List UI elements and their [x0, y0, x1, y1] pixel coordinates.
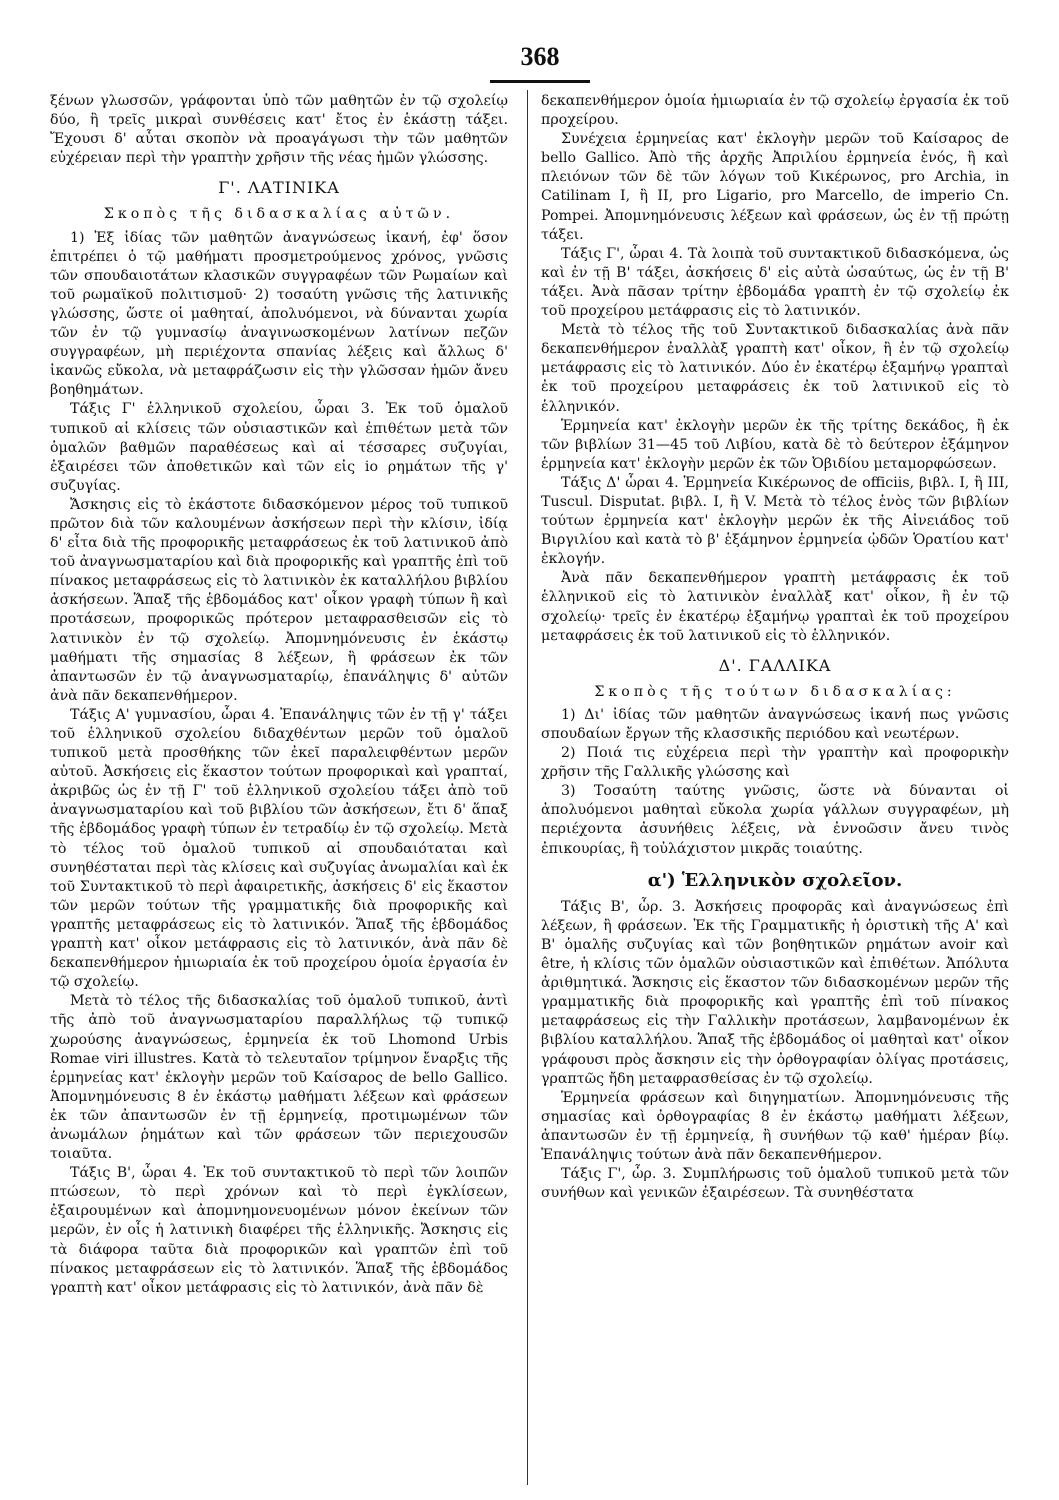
paragraph: Τάξις Γ' ἑλληνικοῦ σχολείου, ὧραι 3. Ἐκ τοῦ ὁμαλοῦ τυπικοῦ αἱ κλίσεις τῶν οὐσιαστικῶν καὶ ἐπιθέτων μετὰ τῶν ὁμαλῶν βαθμῶν παραθέσεως καὶ αἱ τέσσαρες συζυγίαι, ἐξαιρέσει τῶν ἀποθετικῶν καὶ τῶν εἰς io ρημάτων τῆς γ' συζυγίας.: [50, 401, 508, 494]
paragraph: Τάξις Β', ὧρ. 3. Ἀσκήσεις προφορᾶς καὶ ἀναγνώσεως ἐπὶ λέξεων, ἢ φράσεων. Ἐκ τῆς Γραμματικῆς ἡ ὁριστικὴ τῆς Α' καὶ Β' ὁμαλῆς συζυγίας καὶ τῶν βοηθητικῶν ρημάτων avoir καὶ être, ἡ κλίσις τῶν ὁμαλῶν οὐσιαστικῶν καὶ ἐπιθέτων. Ἀπόλυτα ἀριθμητικά. Ἄσκησις εἰς ἕκαστον τῶν διδασκομένων μερῶν τῆς γραμματικῆς διὰ προφορικῆς καὶ γραπτῆς ἐπὶ τοῦ πίνακος μεταφράσεως εἰς τὴν Γαλλικὴν προτάσεων, λαμβανομένων ἐκ βιβλίου καταλλήλου. Ἅπαξ τῆς ἑβδομάδος οἱ μαθηταὶ κατ' οἶκον γράφουσι πρὸς ἄσκησιν εἰς τὴν ὀρθογραφίαν ὀλίγας προτάσεις, γραπτῶς ἤδη μεταφρασθείσας ἐν τῷ σχολείῳ.: [541, 898, 1009, 1087]
section-subheading: Σκοπὸς τῆς διδασκαλίας αὐτῶν.: [103, 206, 455, 223]
paragraph: 1) Δι' ἰδίας τῶν μαθητῶν ἀναγνώσεως ἱκανή πως γνῶσις σπουδαίων ἔργων τῆς κλασσικῆς περιόδου καὶ νεωτέρων.: [541, 706, 1009, 742]
paragraph: 2) Ποιά τις εὐχέρεια περὶ τὴν γραπτὴν καὶ προφορικὴν χρῆσιν τῆς Γαλλικῆς γλώσσης καὶ: [541, 745, 1009, 781]
paragraph: Ἑρμηνεία φράσεων καὶ διηγηματίων. Ἀπομνημόνευσις τῆς σημασίας καὶ ὀρθογραφίας 8 ἐν ἑκάστῳ μαθήματι λέξεων, ἀπαντωσῶν ἐν τῇ ἑρμηνείᾳ, ἢ συνήθων τῷ καθ' ἡμέραν βίῳ. Ἐπανάληψις τούτων ἀνὰ πᾶν δεκαπενθήμερον.: [541, 1089, 1009, 1163]
column-divider: [527, 90, 528, 1485]
paragraph: Μετὰ τὸ τέλος τῆς διδασκαλίας τοῦ ὁμαλοῦ τυπικοῦ, ἀντὶ τῆς ἀπὸ τοῦ ἀναγνωσματαρίου παραλλήλως τῷ τυπικῷ χωρούσης ἀναγνώσεως, ἑρμηνεία ἐκ τοῦ Lhomond Urbis Romae viri illustres. Κατὰ τὸ τελευταῖον τρίμηνον ἔναρξις τῆς ἑρμηνείας κατ' ἐκλογὴν μερῶν τοῦ Καίσαρος de bello Gallico. Ἀπομνημόνευσις 8 ἐν ἑκάστῳ μαθήματι λέξεων καὶ φράσεων ἐκ τῶν ἀπαντωσῶν ἐν τῇ ἑρμηνείᾳ, προτιμωμένων τῶν ἀνωμάλων ῥημάτων καὶ τῶν φράσεων τῶν περιεχουσῶν τοιαῦτα.: [50, 993, 508, 1163]
paragraph: Ἀνὰ πᾶν δεκαπενθήμερον γραπτὴ μετάφρασις ἐκ τοῦ ἑλληνικοῦ εἰς τὸ λατινικὸν ἐναλλὰξ κατ' οἶκον, ἢ ἐν τῷ σχολείῳ· τρεῖς ἐν ἑκατέρῳ ἑξαμήνῳ γραπταὶ ἐκ τοῦ προχείρου μεταφράσεις ἐκ τοῦ λατινικοῦ εἰς τὸ ἑλληνικόν.: [541, 570, 1009, 644]
paragraph: δεκαπενθήμερον ὁμοία ἡμιωριαία ἐν τῷ σχολείῳ ἐργασία ἐκ τοῦ προχείρου.: [541, 93, 1009, 129]
paragraph: Τάξις Γ', ὧρ. 3. Συμπλήρωσις τοῦ ὁμαλοῦ τυπικοῦ μετὰ τῶν συνήθων καὶ γενικῶν ἐξαιρέσεων. Τὰ συνηθέστατα: [541, 1166, 1009, 1202]
paragraph: Ἑρμηνεία κατ' ἐκλογὴν μερῶν ἐκ τῆς τρίτης δεκάδος, ἢ ἐκ τῶν βιβλίων 31—45 τοῦ Λιβίου, κατὰ δὲ τὸ δεύτερον ἑξάμηνον ἑρμηνεία κατ' ἐκλογὴν μερῶν ἐκ τῶν Ὀβιδίου μεταμορφώσεων.: [541, 417, 1009, 472]
paragraph: Τάξις Α' γυμνασίου, ὧραι 4. Ἐπανάληψις τῶν ἐν τῇ γ' τάξει τοῦ ἑλληνικοῦ σχολείου διδαχθέντων μερῶν τοῦ ὁμαλοῦ τυπικοῦ μετὰ προσθήκης τῶν ἐκεῖ παραλειφθέντων μερῶν αὐτοῦ. Ἀσκήσεις εἰς ἕκαστον τούτων προφορικαὶ καὶ γραπταί, ἀκριβῶς ὡς ἐν τῇ Γ' τοῦ ἑλληνικοῦ σχολείου τάξει ἀπὸ τοῦ ἀναγνωσματαρίου καὶ τοῦ βιβλίου τῶν ἀσκήσεων, ἔτι δ' ἅπαξ τῆς ἑβδομάδος γραφὴ τύπων ἐν τετραδίῳ ἐν τῷ σχολείῳ. Μετὰ τὸ τέλος τοῦ ὁμαλοῦ τυπικοῦ αἱ σπουδαιόταται καὶ συνηθέσταται περὶ τὰς κλίσεις καὶ συζυγίας ἀνωμαλίαι καὶ ἐκ τοῦ Συντακτικοῦ τὸ περὶ ἀφαιρετικῆς, ἀσκήσεις δ' εἰς ἕκαστον τῶν μερῶν τούτων τῆς γραμματικῆς διὰ προφορικῆς καὶ γραπτῆς μεταφράσεως εἰς τὸ λατινικόν. Ἅπαξ τῆς ἑβδομάδος γραπτὴ κατ' οἶκον μετάφρασις εἰς τὸ λατινικόν, ἀνὰ πᾶν δὲ δεκαπενθήμερον ἡμιωριαία ἐκ τοῦ προχείρου ὁμοία ἐργασία ἐν τῷ σχολείῳ.: [50, 706, 508, 991]
paragraph: Τάξις Δ' ὧραι 4. Ἑρμηνεία Κικέρωνος de officiis, βιβλ. I, ἢ III, Tuscul. Disputat. βιβλ. I, ἢ V. Μετὰ τὸ τέλος ἑνὸς τῶν βιβλίων τούτων ἑρμηνεία κατ' ἐκλογὴν μερῶν ἐκ τῆς Αἰνειάδος τοῦ Βιργιλίου καὶ κατὰ τὸ β' ἑξάμηνον ἑρμηνεία ᾠδῶν Ὁρατίου κατ' ἐκλογήν.: [541, 474, 1009, 568]
paragraph: Τάξις Β', ὧραι 4. Ἐκ τοῦ συντακτικοῦ τὸ περὶ τῶν λοιπῶν πτώσεων, τὸ περὶ χρόνων καὶ τὸ περὶ ἐγκλίσεων, ἐξαιρουμένων καὶ ἀπομνημονευομένων μόνον ἐκείνων τῶν μερῶν, ἐν οἷς ἡ λατινικὴ διαφέρει τῆς ἑλληνικῆς. Ἄσκησις εἰς τὰ διάφορα ταῦτα διὰ προφορικῶν καὶ γραπτῶν ἐπὶ τοῦ πίνακος μεταφράσεων εἰς τὸ λατινικόν. Ἅπαξ τῆς ἑβδομάδος γραπτὴ κατ' οἶκον μετάφρασις εἰς τὸ λατινικόν, ἀνὰ πᾶν δὲ: [50, 1165, 508, 1296]
paragraph: Συνέχεια ἑρμηνείας κατ' ἐκλογὴν μερῶν τοῦ Καίσαρος de bello Gallico. Ἀπὸ τῆς ἀρχῆς Ἀπριλίου ἑρμηνεία ἑνός, ἢ καὶ πλειόνων τῶν δὲ τῶν λόγων τοῦ Κικέρωνος, pro Archia, in Catilinam I, ἢ II, pro Ligario, pro Marcello, de imperio Cn. Pompei. Ἀπομνημόνευσις λέξεων καὶ φράσεων, ὡς ἐν τῇ πρώτῃ τάξει.: [541, 131, 1009, 243]
subsection-heading: α') Ἑλληνικὸν σχολεῖον.: [647, 869, 903, 891]
paragraph: ξένων γλωσσῶν, γράφονται ὑπὸ τῶν μαθητῶν ἐν τῷ σχολείῳ δύο, ἢ τρεῖς μικραὶ συνθέσεις κατ' ἔτος ἐν ἑκάστῃ τάξει. Ἔχουσι δ' αὗται σκοπὸν νὰ προαγάγωσι τὴν τῶν μαθητῶν εὐχέρειαν περὶ τὴν γραπτὴν χρῆσιν τῆς νέας ἡμῶν γλώσσης.: [50, 93, 508, 167]
paragraph: Τάξις Γ', ὧραι 4. Τὰ λοιπὰ τοῦ συντακτικοῦ διδασκόμενα, ὡς καὶ ἐν τῇ Β' τάξει, ἀσκήσεις δ' εἰς αὐτὰ ὡσαύτως, ὡς ἐν τῇ Β' τάξει. Ἀνὰ πᾶσαν τρίτην ἑβδομάδα γραπτὴ ἐν τῷ σχολείῳ ἐκ τοῦ προχείρου μετάφρασις εἰς τὸ λατινικόν.: [541, 245, 1009, 320]
section-heading-french: Δ'. ΓΑΛΛΙΚΑ: [718, 655, 832, 675]
paragraph: 1) Ἐξ ἰδίας τῶν μαθητῶν ἀναγνώσεως ἱκανή, ἐφ' ὅσον ἐπιτρέπει ὁ τῷ μαθήματι προσμετρούμενος χρόνος, γνῶσις τῶν σπουδαιοτάτων κλασικῶν συγγραφέων τῶν Ρωμαίων καὶ τοῦ ρωμαϊκοῦ πολιτισμοῦ· 2) τοσαύτη γνῶσις τῆς λατινικῆς γλώσσης, ὥστε οἱ μαθηταί, ἀπολυόμενοι, νὰ δύνανται χωρία τῶν ἐν τῷ γυμνασίῳ ἀναγινωσκομένων λατίνων πεζῶν συγγραφέων, μὴ περιέχοντα σπανίας λέξεις καὶ ἄλλως δ' ἱκανῶς εὔκολα, νὰ μεταφράζωσιν εἰς τὴν γλῶσσαν ἡμῶν ἄνευ βοηθημάτων.: [50, 229, 508, 399]
left-column: [50, 92, 508, 1487]
section-subheading: Σκοπὸς τῆς τούτων διδασκαλίας:: [594, 683, 956, 700]
paragraph: Ἄσκησις εἰς τὸ ἑκάστοτε διδασκόμενον μέρος τοῦ τυπικοῦ πρῶτον διὰ τῶν καλουμένων ἀσκήσεων περὶ τὴν κλίσιν, ἰδίᾳ δ' εἶτα διὰ τῆς προφορικῆς μεταφράσεως ἐκ τοῦ λατινικοῦ ἀπὸ τοῦ ἀναγνωσματαρίου καὶ διὰ προφορικῆς καὶ γραπτῆς ἐπὶ τοῦ πίνακος μεταφράσεως εἰς τὸ λατινικὸν ἐκ καταλλήλου βιβλίου ἀσκήσεων. Ἅπαξ τῆς ἑβδομάδος κατ' οἶκον γραφὴ τύπων ἢ καὶ προτάσεων, προφορικῶς πρότερον μεταφρασθεισῶν εἰς τὸ λατινικὸν ἐν τῷ σχολείῳ. Ἀπομνημόνευσις ἐν ἑκάστῳ μαθήματι τῆς σημασίας 8 λέξεων, ἢ φράσεων ἐκ τῶν ἀπαντωσῶν ἐν τῷ ἀναγνωσματαρίῳ, ἐπανάληψις δ' αὐτῶν ἀνὰ πᾶν δεκαπενθήμερον.: [50, 496, 508, 704]
paragraph: Μετὰ τὸ τέλος τῆς τοῦ Συντακτικοῦ διδασκαλίας ἀνὰ πᾶν δεκαπενθήμερον ἐναλλὰξ γραπτὴ κατ' οἶκον, ἢ ἐν τῷ σχολείῳ μετάφρασις εἰς τὸ λατινικόν. Δύο ἐν ἑκατέρῳ ἑξαμήνῳ γραπταὶ ἐκ τοῦ προχείρου μεταφράσεις ἐκ τοῦ λατινικοῦ εἰς τὸ ἑλληνικόν.: [541, 322, 1009, 415]
paragraph: 3) Τοσαύτη ταύτης γνῶσις, ὥστε νὰ δύνανται οἱ ἀπολυόμενοι μαθηταὶ εὔκολα χωρία γάλλων συγγραφέων, μὴ περιέχοντα ἀσυνήθεις λέξεις, νὰ ἐννοῶσιν ἄνευ τινὸς ἐπικουρίας, ἢ τοὐλάχιστον μικρᾶς τοιαύτης.: [541, 783, 1009, 857]
top-rule: [490, 80, 590, 83]
right-column: [541, 92, 1009, 1487]
page-number: 368: [520, 42, 560, 71]
section-heading-latin: Γ'. ΛΑΤΙΝΙΚΑ: [218, 178, 340, 198]
